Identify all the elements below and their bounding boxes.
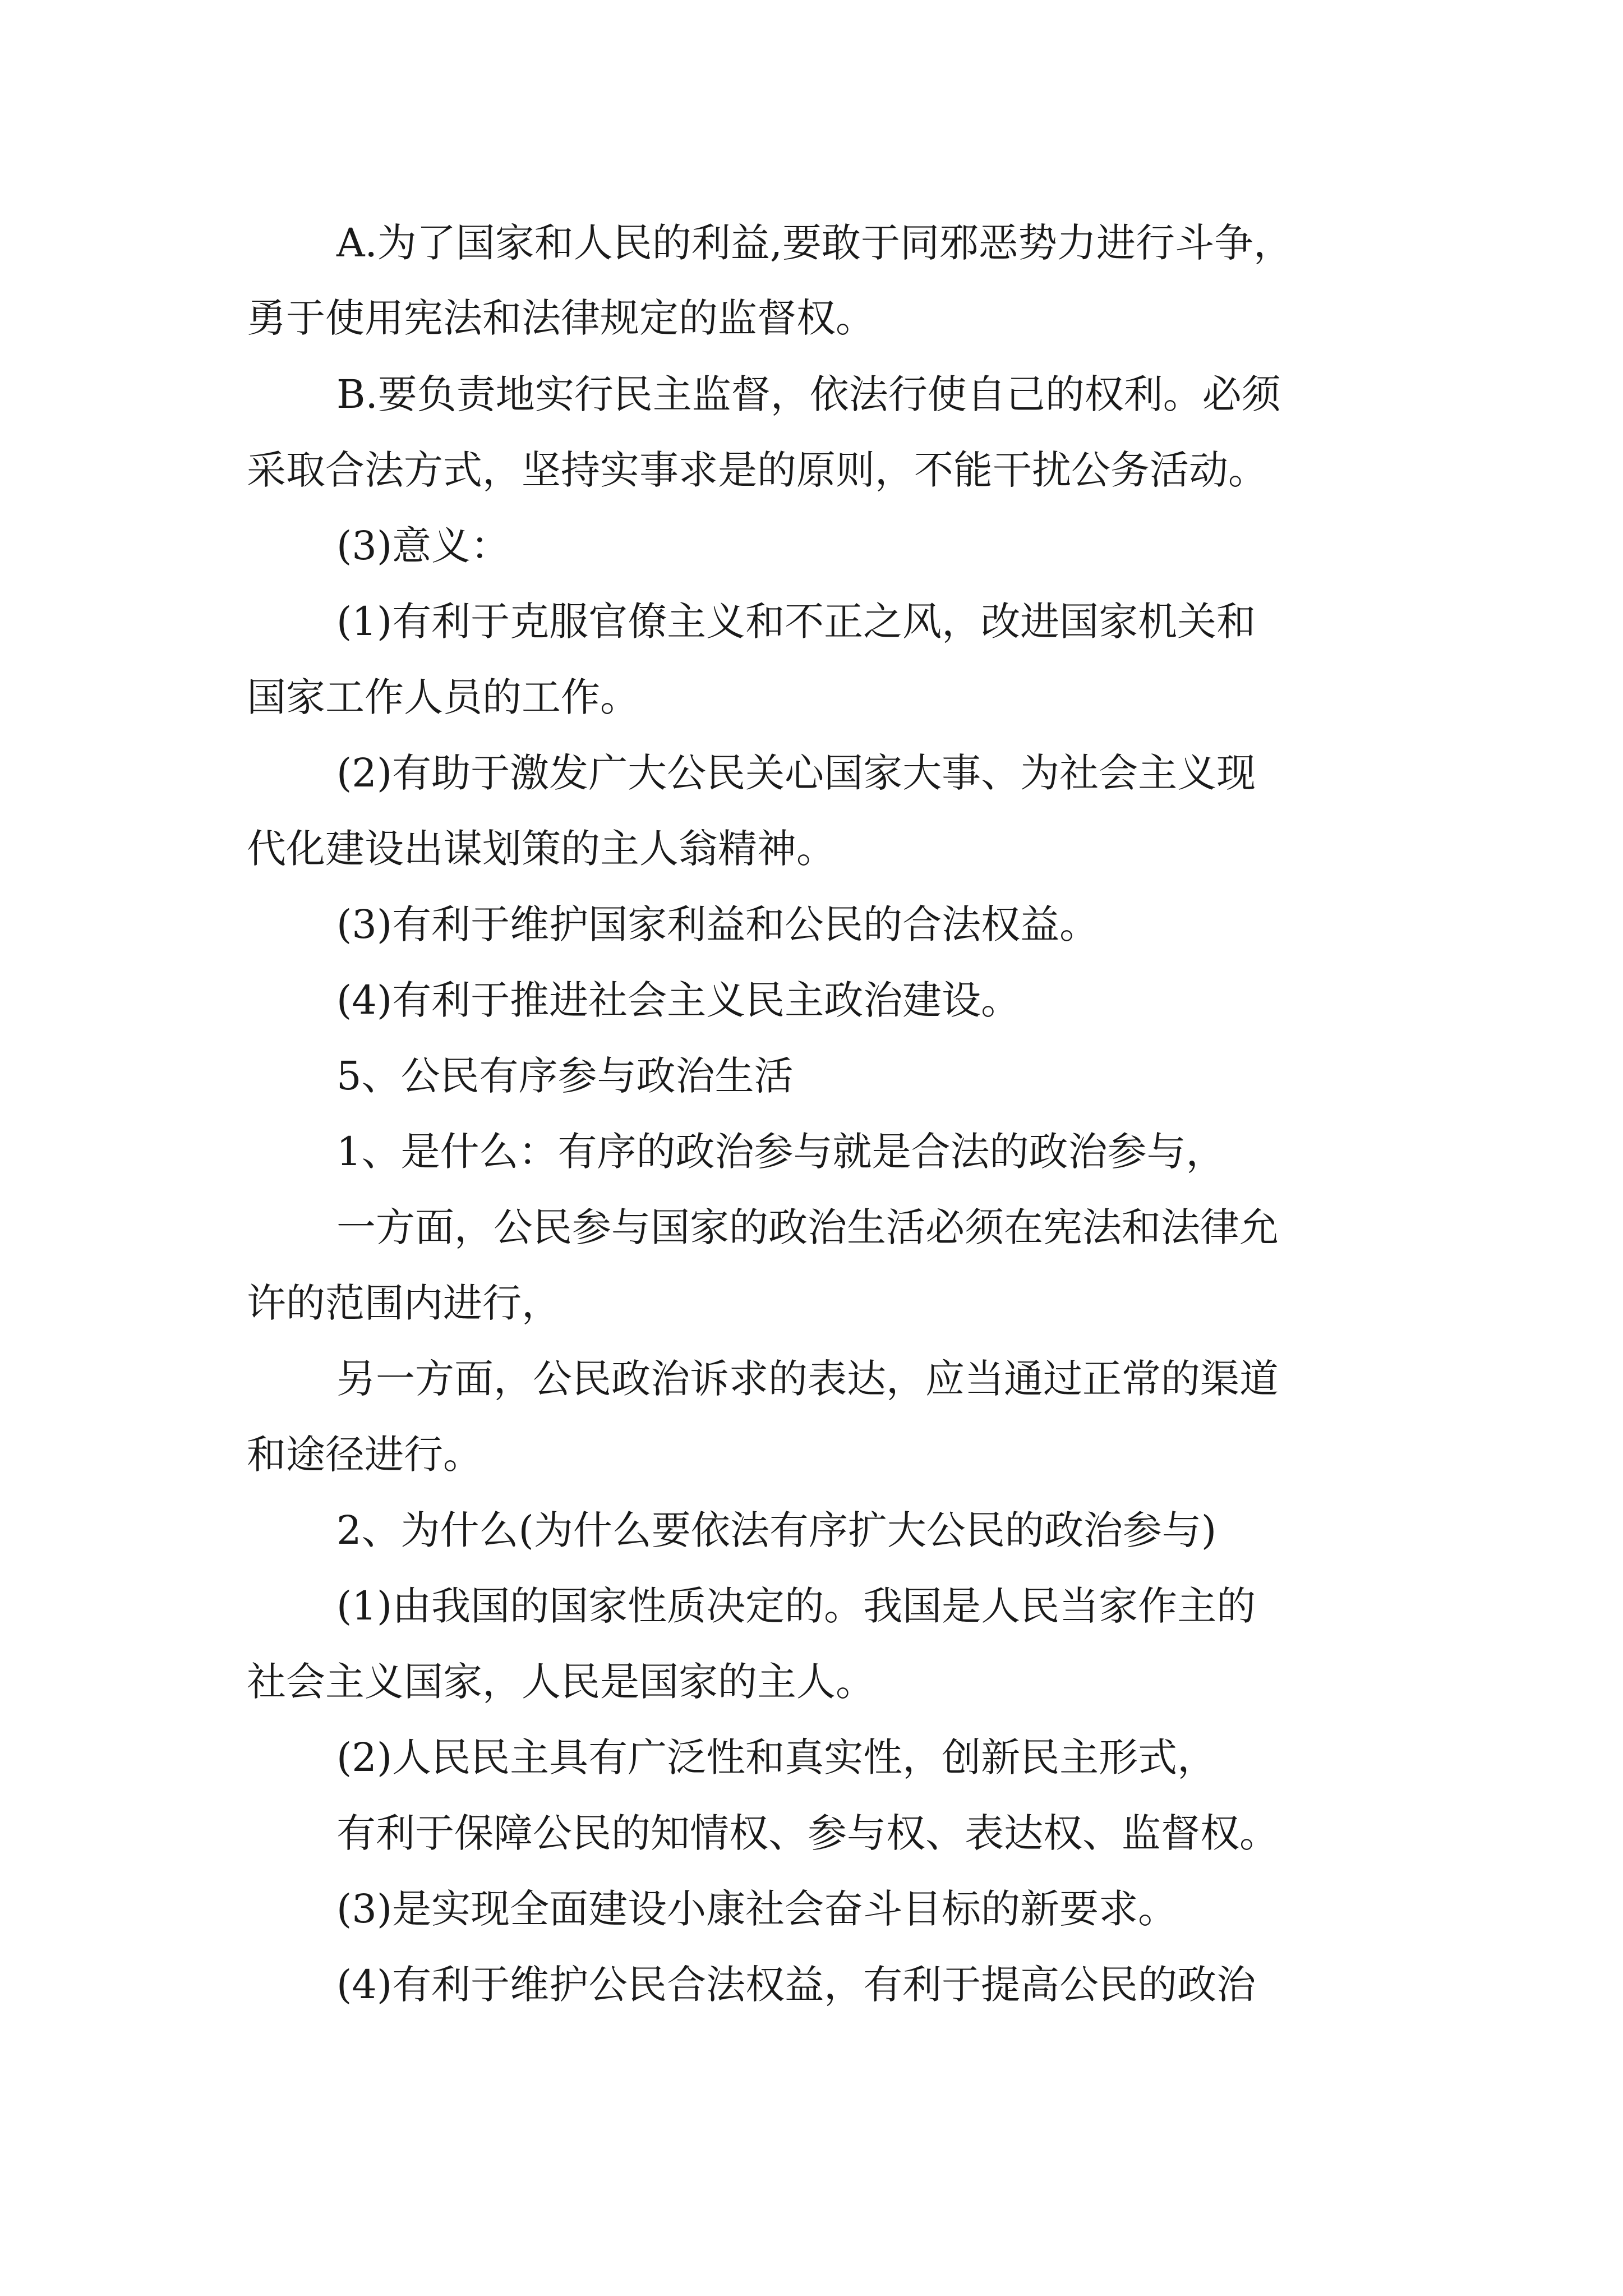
paragraph-line: B.要负责地实行民主监督，依法行使自己的权利。必须 <box>336 371 1281 417</box>
paragraph-line: 和途径进行。 <box>247 1432 482 1478</box>
paragraph-line: (4)有利于推进社会主义民主政治建设。 <box>336 977 1021 1023</box>
paragraph-line: 采取合法方式，坚持实事求是的原则，不能干扰公务活动。 <box>247 447 1267 493</box>
paragraph-line: 1、是什么：有序的政治参与就是合法的政治参与， <box>336 1129 1225 1175</box>
paragraph-line: (3)有利于维护国家利益和公民的合法权益。 <box>336 901 1099 947</box>
paragraph-line: 2、为什么(为什么要依法有序扩大公民的政治参与) <box>336 1507 1217 1553</box>
paragraph-line: 国家工作人员的工作。 <box>247 674 639 720</box>
paragraph-line: 社会主义国家，人民是国家的主人。 <box>247 1659 875 1705</box>
paragraph-line: A.为了国家和人民的利益,要敢于同邪恶势力进行斗争， <box>336 220 1293 266</box>
paragraph-line: 另一方面，公民政治诉求的表达，应当通过正常的渠道 <box>336 1356 1279 1402</box>
paragraph-line: 许的范围内进行， <box>247 1280 561 1326</box>
paragraph-line: (3)是实现全面建设小康社会奋斗目标的新要求。 <box>336 1886 1178 1932</box>
paragraph-line: (3)意义： <box>336 523 510 569</box>
paragraph-line: 代化建设出谋划策的主人翁精神。 <box>247 826 836 872</box>
paragraph-line: 一方面，公民参与国家的政治生活必须在宪法和法律允 <box>336 1204 1279 1250</box>
paragraph-line: 有利于保障公民的知情权、参与权、表达权、监督权。 <box>336 1810 1279 1856</box>
paragraph-line: (2)有助于激发广大公民关心国家大事、为社会主义现 <box>336 750 1256 796</box>
paragraph-line: 勇于使用宪法和法律规定的监督权。 <box>247 295 875 341</box>
paragraph-line: (2)人民民主具有广泛性和真实性，创新民主形式， <box>336 1734 1217 1780</box>
paragraph-line: (4)有利于维护公民合法权益，有利于提高公民的政治 <box>336 1962 1256 2008</box>
paragraph-line: (1)由我国的国家性质决定的。我国是人民当家作主的 <box>336 1583 1256 1629</box>
paragraph-line: (1)有利于克服官僚主义和不正之风，改进国家机关和 <box>336 599 1256 645</box>
section-heading: 5、公民有序参与政治生活 <box>336 1053 794 1099</box>
